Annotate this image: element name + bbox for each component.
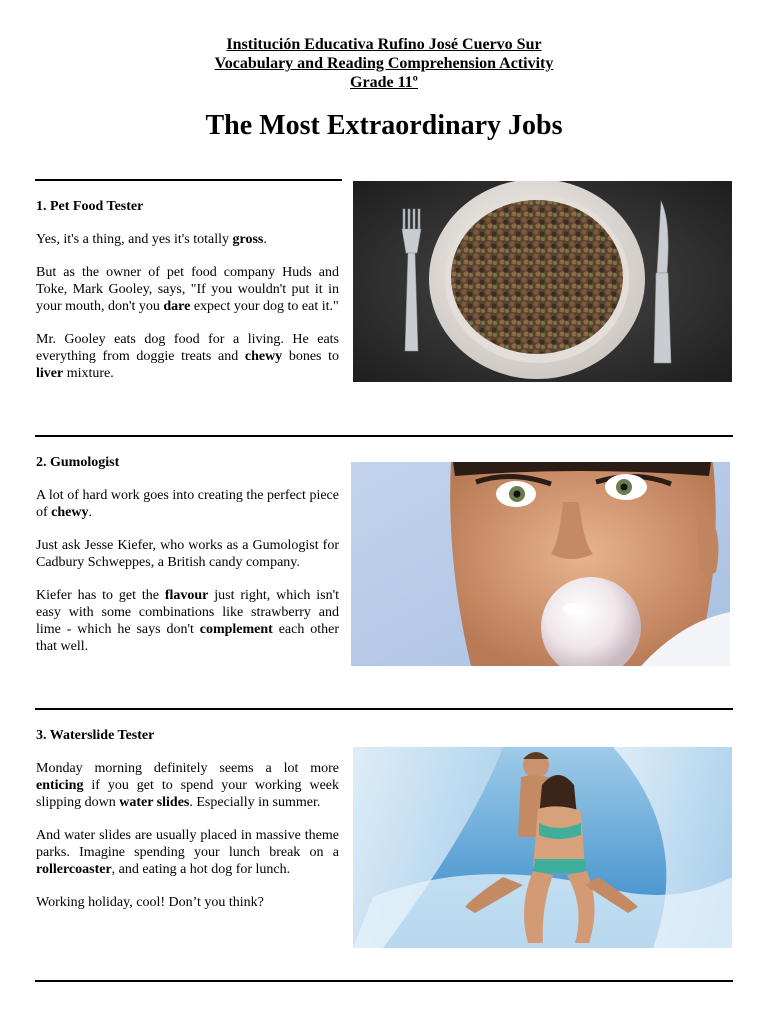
page-title: The Most Extraordinary Jobs [205,110,563,141]
gum-bubble-man-image [351,462,730,666]
section-gumologist [36,454,339,671]
waterslide-image [353,747,732,948]
school-name: Institución Educativa Rufino José Cuervo Sur [226,36,542,53]
section-heading: 1. Pet Food Tester [36,199,144,214]
document-header [0,35,768,92]
divider-3 [35,980,733,982]
section-heading: 2. Gumologist [36,455,120,470]
paragraph: Working holiday, cool! Don’t you think? [36,895,264,910]
paragraph: Yes, it's a thing, and yes it's totally gross. [36,232,267,247]
paragraph: And water slides are usually placed in massive theme parks. Imagine spending your lunch break on a rollercoaster, and eating a hot dog for lunch. [36,828,339,877]
paragraph: Monday morning definitely seems a lot more enticing if you get to spend your working week slipping down water slides. Especially in summer. [36,761,339,810]
paragraph: But as the owner of pet food company Huds and Toke, Mark Gooley, says, "If you wouldn't put it in your mouth, don't you dare expect your dog to eat it." [36,265,339,314]
section-heading: 3. Waterslide Tester [36,728,155,743]
section-pet-food-tester [36,198,339,398]
paragraph: Kiefer has to get the flavour just right, which isn't easy with some combinations like strawberry and lime - which he says don't complement each other that well. [36,588,339,654]
section-waterslide-tester [36,727,339,927]
divider-top [35,179,342,181]
divider-1 [35,435,733,437]
grade-label: Grade 11º [350,74,418,91]
paragraph: Just ask Jesse Kiefer, who works as a Gumologist for Cadbury Schweppes, a British candy company. [36,538,339,570]
activity-name: Vocabulary and Reading Comprehension Activity [214,55,554,72]
pet-food-plate-image [353,181,732,382]
paragraph: A lot of hard work goes into creating the perfect piece of chewy. [36,488,339,520]
divider-2 [35,708,733,710]
paragraph: Mr. Gooley eats dog food for a living. He eats everything from doggie treats and chewy bones to liver mixture. [36,332,339,381]
